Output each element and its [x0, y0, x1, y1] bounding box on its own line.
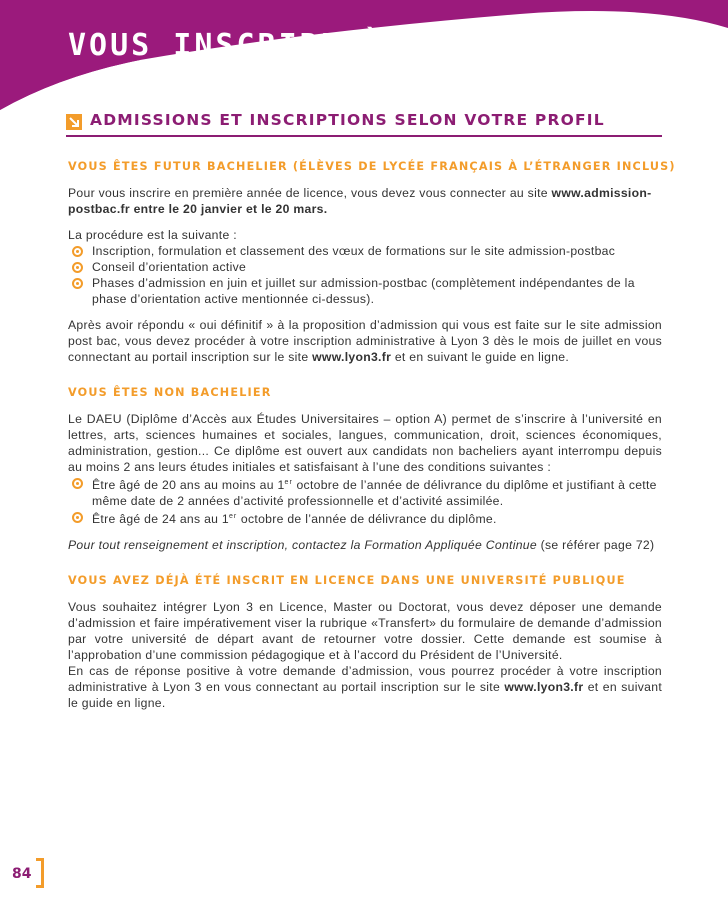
- bullet-icon: [72, 278, 83, 289]
- procedure-list: [68, 243, 662, 307]
- lyon3-link-text: www.lyon3.fr: [312, 350, 392, 364]
- list-item: Inscription, formulation et classement des vœux de formations sur le site admission-postbac: [68, 243, 662, 259]
- heading-futur-bachelier: VOUS ÊTES FUTUR BACHELIER (ÉLÈVES DE LYCÉE FRANÇAIS À L’ÉTRANGER INCLUS): [68, 160, 676, 173]
- conditions-list: [68, 475, 662, 527]
- paragraph-reponse: En cas de réponse positive à votre demande d’admission, vous pourrez procéder à votre inscription administrative à Lyon 3 en vous connectant au portail inscription sur le site www.lyon3.fr et en suivant le guide en ligne.: [68, 664, 663, 710]
- list-item: Conseil d’orientation active: [68, 259, 662, 275]
- heading-deja-inscrit: VOUS AVEZ DÉJÀ ÉTÉ INSCRIT EN LICENCE DANS UNE UNIVERSITÉ PUBLIQUE: [68, 574, 626, 587]
- paragraph-contact: Pour tout renseignement et inscription, contactez la Formation Appliquée Continue (se référer page 72): [68, 538, 655, 552]
- page-title: VOUS INSCRIRE À LYON 3: [68, 28, 532, 63]
- bullet-icon: [72, 478, 83, 489]
- section-title: ADMISSIONS ET INSCRIPTIONS SELON VOTRE PROFIL: [90, 111, 605, 129]
- paragraph-daeu: Le DAEU (Diplôme d’Accès aux Études Universitaires – option A) permet de s’inscrire à l’université en lettres, arts, sciences humaines et sociales, langues, communication, droit, sciences économiques, administration, gestion... Ce diplôme est ouvert aux candidats non bacheliers ayant interrompu depuis au moins 2 ans leurs études initiales et satisfaisant à l’une des conditions suivantes :: [68, 412, 662, 474]
- list-item: Être âgé de 20 ans au moins au 1er octobre de l’année de délivrance du diplôme et justifiant à cette même date de 2 années d’activité professionnelle et d’activité assimilée.: [68, 475, 662, 509]
- arrow-down-right-icon: [66, 114, 82, 130]
- header-banner: [0, 0, 728, 122]
- bullet-icon: [72, 246, 83, 257]
- bullet-icon: [72, 262, 83, 273]
- paragraph-inscription: Après avoir répondu « oui définitif » à la proposition d’admission qui vous est faite sur le site admission post bac, vous devez procéder à votre inscription administrative à Lyon 3 dès le mois de juillet en vous connectant au portail inscription sur le site www.lyon3.fr et en suivant le guide en ligne.: [68, 318, 662, 364]
- text: Pour vous inscrire en première année de licence, vous devez vous connecter au site: [68, 186, 552, 200]
- page-number: 84: [12, 866, 32, 882]
- page-number-bracket: [36, 858, 44, 888]
- main-content: [68, 160, 676, 711]
- postbac-link-text: www.admission-postbac.fr entre le 20 janvier et le 20 mars.: [68, 186, 652, 216]
- procedure-intro: La procédure est la suivante :: [68, 228, 237, 242]
- paragraph-transfert: Vous souhaitez intégrer Lyon 3 en Licence, Master ou Doctorat, vous devez déposer une demande d’admission et faire impérativement viser la rubrique «Transfert» du formulaire de demande d’admission par votre université de départ avant de retourner votre dossier. Cette demande est soumise à l’approbation d’une commission pédagogique et à l’accord du Président de l’Université.: [68, 600, 662, 662]
- list-item: Être âgé de 24 ans au 1er octobre de l’année de délivrance du diplôme.: [68, 509, 662, 527]
- lyon3-link-text: www.lyon3.fr: [504, 680, 584, 694]
- heading-non-bachelier: VOUS ÊTES NON BACHELIER: [68, 386, 272, 399]
- bullet-icon: [72, 512, 83, 523]
- list-item: Phases d’admission en juin et juillet sur admission-postbac (complètement indépendantes de la phase d’orientation active mentionnée ci-dessus).: [68, 275, 662, 307]
- paragraph-postbac: [68, 185, 662, 217]
- section-header: [66, 111, 662, 137]
